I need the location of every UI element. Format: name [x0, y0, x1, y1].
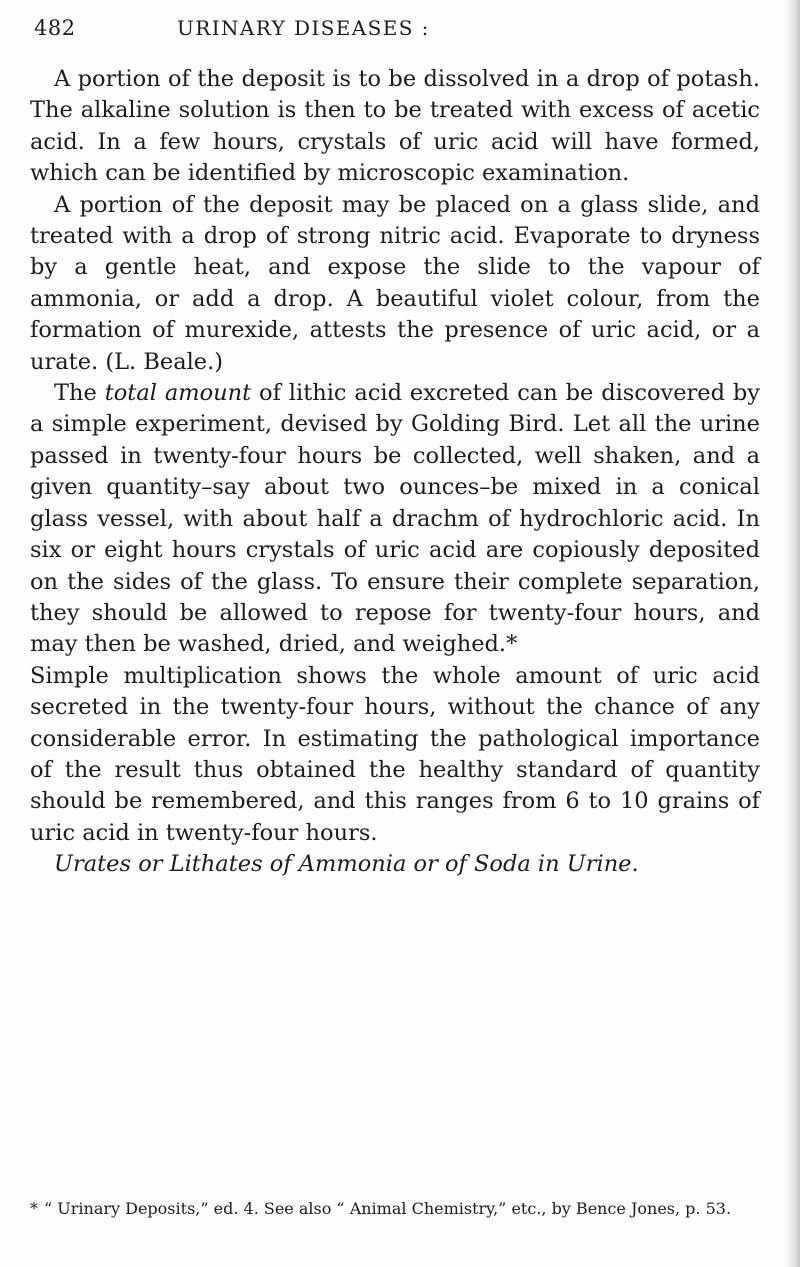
paragraph-murexide-test: A portion of the deposit may be placed on a glass slide, and treated with a drop of strong nitric acid. Evaporate to dryness by a gentle heat, and expose the slide to the vapour of ammonia, or add a drop. A beautiful violet colour, from the formation of murexide, attests the presence of uric acid, or a urate. (L. Beale.)	[30, 191, 760, 375]
emphasis-total-amount: total amount	[104, 380, 252, 407]
footnote-mark: *	[30, 1199, 38, 1218]
paragraph-total-amount-text: of lithic acid excreted can be discovered by a simple experiment, devised by Golding Bird. Let all the urine passed in twenty-four hours be collected, well shaken, and a given quantity–say about two ounces–be mixed in a conical glass vessel, with about half a drachm of hydrochloric acid. In six or eight hours crystals of uric acid are copiously deposited on the sides of the glass. To ensure their complete separation, they should be allowed to repose for twenty-four hours, and may then be washed, dried, and weighed.*	[30, 380, 761, 658]
paragraph-multiplication: Simple multiplication shows the whole amount of uric acid secreted in the twenty-four hours, without the chance of any considerable error. In estimating the pathological importance of the result thus obtained the healthy standard of quantity should be remembered, and this ranges from 6 to 10 grains of uric acid in twenty-four hours.	[30, 662, 760, 846]
page-edge-shadow	[786, 0, 800, 1267]
running-head	[34, 10, 734, 44]
running-head-title: URINARY DISEASES :	[177, 16, 430, 40]
section-heading: Urates or Lithates of Ammonia or of Soda in Urine.	[54, 851, 639, 878]
body-text	[30, 64, 760, 881]
paragraph-potash-test: A portion of the deposit is to be dissolved in a drop of potash. The alkaline solution is then to be treated with excess of acetic acid. In a few hours, crystals of uric acid will have formed, which can be identified by microscopic examination.	[30, 66, 760, 187]
footnote	[30, 1195, 768, 1222]
paragraph-total-amount	[30, 378, 760, 661]
footnote-text: “ Urinary Deposits,” ed. 4. See also “ Animal Chemistry,” etc., by Bence Jones, p. 53.	[44, 1199, 732, 1218]
page-number: 482	[34, 16, 76, 40]
paragraph-lead: The	[54, 380, 105, 407]
